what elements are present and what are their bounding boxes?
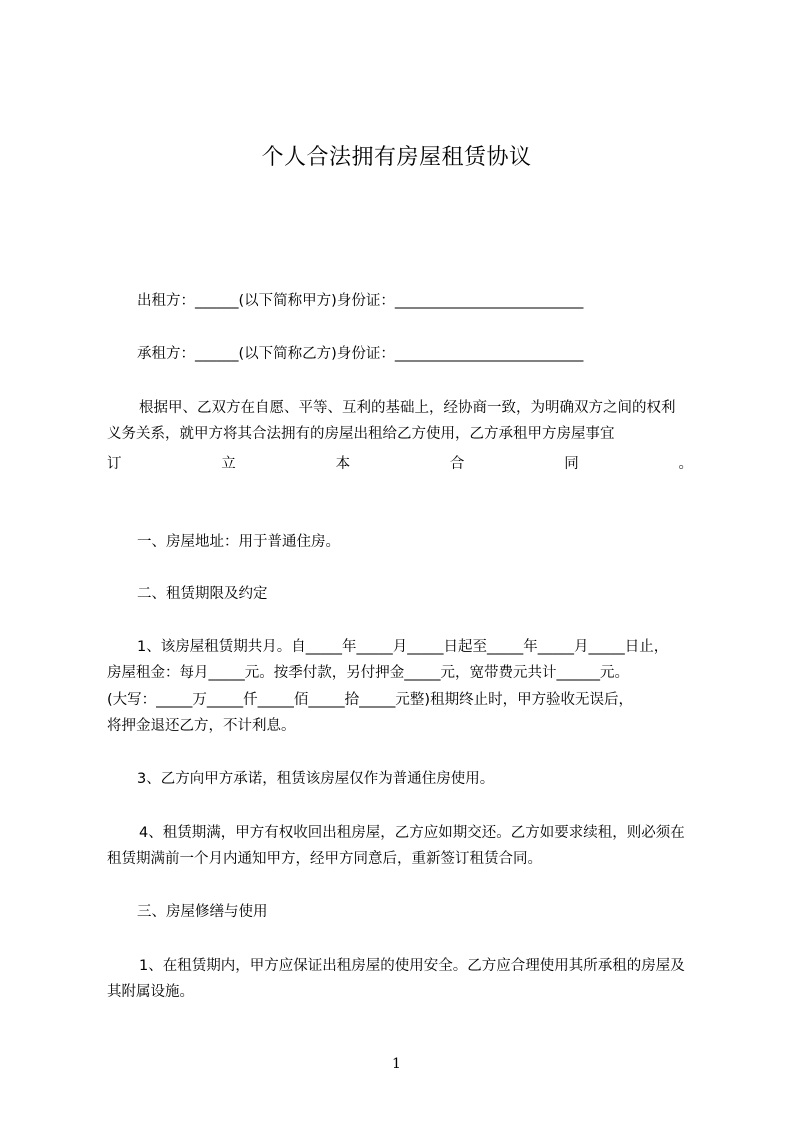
clause-3-1-text: 1、在租赁期内，甲方应保证出租房屋的使用安全。乙方应合理使用其所承租的房屋及其附属设施。: [107, 958, 685, 1000]
clause-2-3: 3、乙方向甲方承诺，租赁该房屋仅作为普通住房使用。: [137, 771, 495, 787]
spread-char: 订: [107, 456, 122, 472]
preamble-text: 根据甲、乙双方在自愿、平等、互利的基础上，经协商一致，为明确双方之间的权利义务关系，就甲方将其合法拥有的房屋出租给乙方使用，乙方承租甲方房屋事宜: [107, 400, 676, 442]
clause-2-4-text: 4、租赁期满，甲方有权收回出租房屋，乙方应如期交还。乙方如要求续租，则必须在租赁期满前一个月内通知甲方，经甲方同意后，重新签订租赁合同。: [107, 825, 685, 867]
section-heading-2: 二、租赁期限及约定: [137, 586, 268, 602]
preamble-paragraph: [107, 395, 687, 447]
clause-3-1: [107, 953, 687, 1005]
preamble-spread-line: [107, 452, 693, 476]
clause-2-1-line-4: 将押金退还乙方，不计利息。: [107, 718, 296, 734]
spread-char: 合: [449, 456, 465, 472]
clause-2-1-line-3: (大写：_____万_____仟_____佰_____拾_____元整)租期终止时，甲方验收无误后，: [107, 692, 634, 708]
section-heading-3: 三、房屋修缮与使用: [137, 904, 268, 920]
spread-char: 本: [335, 456, 351, 472]
lessee-line: 承租方：______(以下简称乙方)身份证：__________________________: [137, 346, 584, 362]
section-heading-1: 一、房屋地址：用于普通住房。: [137, 534, 340, 550]
lessor-line: 出租方：______(以下简称甲方)身份证：__________________________: [137, 293, 584, 309]
page-number: 1: [392, 1056, 401, 1072]
document-title: 个人合法拥有房屋租赁协议: [261, 145, 532, 170]
spread-char: 立: [221, 456, 236, 472]
spread-char: 。: [678, 456, 693, 472]
clause-2-1-line-2: 房屋租金：每月_____元。按季付款，另付押金_____元，宽带费元共计______元。: [107, 665, 629, 681]
clause-2-1-line-1: 1、该房屋租赁期共月。自_____年_____月_____日起至_____年_____月_____日止，: [137, 639, 669, 655]
clause-2-4: [107, 820, 687, 872]
spread-char: 同: [564, 456, 579, 472]
